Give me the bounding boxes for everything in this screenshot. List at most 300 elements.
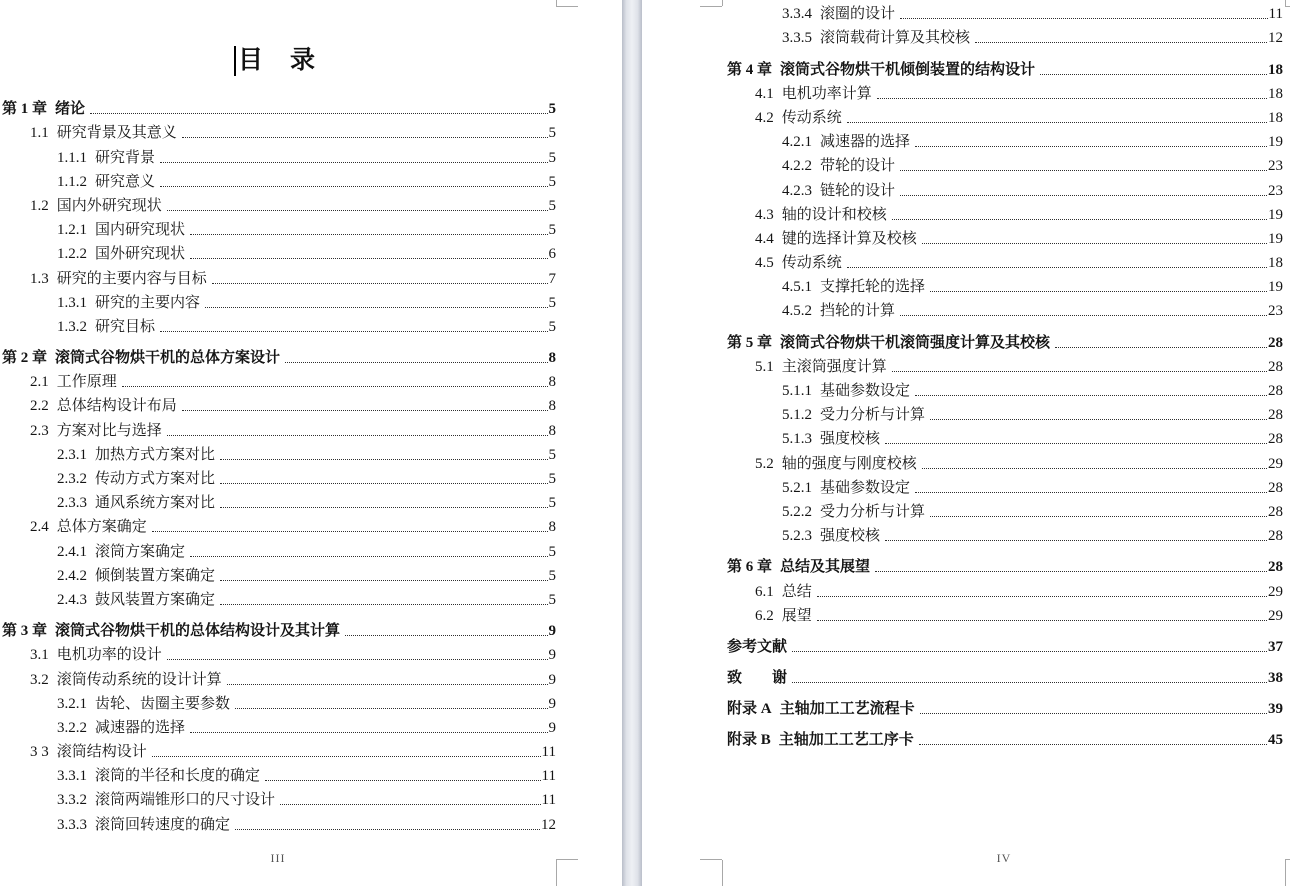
page-gap — [622, 0, 642, 886]
toc-entry[interactable] — [725, 554, 1283, 578]
toc-entry[interactable] — [0, 345, 556, 369]
toc-entry[interactable] — [0, 787, 556, 811]
toc-entry-number: 3.1 — [30, 647, 49, 664]
toc-entry-page: 37 — [1268, 638, 1283, 655]
toc-entry-title: 总结及其展望 — [780, 559, 871, 576]
toc-entry-number: 5.1.1 — [782, 383, 812, 399]
toc-entry-number: 4.4 — [755, 230, 774, 247]
toc-entry-number: 第 5 章 — [727, 334, 773, 351]
toc-entry-number: 附录 A — [727, 701, 772, 718]
toc-entry-title: 滚筒两端锥形口的尺寸设计 — [95, 792, 276, 809]
toc-dot-leader — [190, 258, 547, 259]
toc-dot-leader — [930, 516, 1267, 517]
toc-entry[interactable] — [0, 538, 556, 562]
toc-entry-page: 28 — [1268, 431, 1283, 448]
page-number-footer-right: IV — [996, 851, 1012, 865]
toc-entry[interactable] — [725, 329, 1283, 353]
toc-dot-leader — [892, 219, 1267, 220]
toc-entry-page: 23 — [1268, 303, 1283, 320]
toc-entry-title: 总结 — [781, 583, 812, 600]
toc-entry-title: 通风系统方案对比 — [95, 495, 216, 512]
toc-entry-page: 5 — [548, 149, 556, 166]
toc-entry-page: 9 — [548, 719, 556, 736]
toc-entry[interactable] — [0, 642, 556, 666]
toc-entry-page: 11 — [541, 744, 556, 761]
toc-dot-leader — [220, 459, 547, 460]
toc-dot-leader — [847, 267, 1267, 268]
toc-entry[interactable] — [0, 290, 556, 314]
toc-entry[interactable] — [0, 265, 556, 289]
toc-entry-number: 3.2.1 — [57, 695, 87, 712]
toc-entry-page: 45 — [1268, 732, 1283, 749]
toc-entry-number: 4.2.3 — [782, 182, 812, 199]
toc-entry-title: 滚筒式谷物烘干机的总体方案设计 — [55, 350, 281, 367]
toc-entry-number: 1.3.2 — [57, 318, 87, 335]
toc-entry-number: 1.2.2 — [57, 246, 87, 263]
toc-entry-title: 参考文献 — [727, 638, 788, 655]
toc-entry[interactable] — [725, 450, 1283, 474]
toc-entry-page: 29 — [1268, 583, 1283, 600]
toc-entry-page: 9 — [548, 671, 556, 688]
toc-entry-number: 第 3 章 — [2, 623, 48, 640]
toc-entry-page: 28 — [1268, 528, 1283, 545]
toc-entry-number: 1.1 — [30, 125, 49, 142]
toc-entry-page: 5 — [548, 294, 556, 311]
toc-entry-page: 19 — [1268, 134, 1283, 151]
toc-dot-leader — [190, 234, 547, 235]
toc-entry-title: 减速器的选择 — [95, 719, 186, 736]
toc-entry-title: 齿轮、齿圈主要参数 — [95, 695, 231, 712]
toc-entry-page: 19 — [1268, 279, 1283, 296]
toc-entry-number: 2.4.2 — [57, 567, 87, 584]
toc-entry-number: 2.4.1 — [57, 543, 87, 560]
toc-entry-page: 18 — [1268, 255, 1283, 272]
toc-entry-title: 受力分析与计算 — [820, 503, 926, 520]
toc-entry-page: 18 — [1268, 109, 1283, 126]
toc-entry[interactable] — [0, 393, 556, 417]
toc-entry-number: 1.1.1 — [57, 149, 87, 166]
toc-entry[interactable] — [725, 153, 1283, 177]
toc-entry-title: 主轴加工工艺工序卡 — [778, 732, 914, 749]
toc-dot-leader — [885, 443, 1267, 444]
toc-entry[interactable] — [725, 250, 1283, 274]
toc-entry-title: 研究目标 — [95, 318, 156, 335]
toc-dot-leader — [817, 620, 1267, 621]
toc-entry-title: 滚筒方案确定 — [95, 543, 186, 560]
toc-dot-leader — [892, 371, 1267, 372]
toc-entry-title: 滚筒式谷物烘干机滚筒强度计算及其校核 — [780, 334, 1051, 351]
toc-entry-page: 39 — [1268, 701, 1283, 718]
toc-entry-number: 2.4 — [30, 519, 49, 536]
toc-entry-number: 5.1.2 — [782, 407, 812, 424]
toc-entry[interactable] — [725, 665, 1283, 689]
toc-entry[interactable] — [0, 314, 556, 338]
toc-dot-leader — [235, 829, 540, 830]
toc-entry-number: 5.2.2 — [782, 503, 812, 520]
toc-entry[interactable] — [0, 217, 556, 241]
toc-entry-number: 3.3.1 — [57, 768, 87, 785]
toc-entry-title: 滚筒的半径和长度的确定 — [95, 768, 261, 785]
toc-entry-page: 12 — [541, 816, 556, 833]
toc-list-right — [725, 1, 1283, 751]
toc-entry[interactable] — [0, 514, 556, 538]
toc-entry-number: 3.3.4 — [782, 6, 812, 23]
toc-dot-leader — [920, 713, 1267, 714]
toc-dot-leader — [280, 804, 541, 805]
toc-entry-title: 轴的设计和校核 — [781, 206, 887, 223]
toc-dot-leader — [285, 362, 547, 363]
toc-entry[interactable] — [0, 466, 556, 490]
toc-dot-leader — [900, 18, 1268, 19]
toc-entry-title: 键的选择计算及校核 — [781, 230, 917, 247]
toc-entry-title: 方案对比与选择 — [56, 422, 162, 439]
toc-entry-title: 挡轮的计算 — [820, 303, 896, 320]
toc-entry-number: 3 3 — [30, 744, 49, 761]
toc-entry[interactable] — [725, 298, 1283, 322]
toc-entry-page: 5 — [548, 173, 556, 190]
toc-entry-title: 电机功率的设计 — [56, 647, 162, 664]
toc-entry-page: 8 — [548, 374, 556, 391]
toc-entry-number: 3.2 — [30, 671, 49, 688]
toc-dot-leader — [975, 42, 1267, 43]
toc-entry-number: 2.3 — [30, 422, 49, 439]
toc-entry-page: 5 — [548, 318, 556, 335]
toc-entry-number: 1.2.1 — [57, 222, 87, 239]
toc-entry-title: 滚筒载荷计算及其校核 — [820, 30, 971, 47]
toc-dot-leader — [160, 186, 547, 187]
toc-entry-number: 4.2.1 — [782, 134, 812, 151]
toc-entry[interactable] — [0, 369, 556, 393]
toc-dot-leader — [190, 732, 547, 733]
toc-dot-leader — [235, 708, 547, 709]
toc-dot-leader — [792, 682, 1267, 683]
toc-entry-title: 滚圈的设计 — [820, 6, 896, 23]
toc-entry-title: 支撑托轮的选择 — [820, 279, 926, 296]
toc-entry[interactable] — [0, 715, 556, 739]
toc-entry-page: 19 — [1268, 206, 1283, 223]
toc-entry-number: 5.2.1 — [782, 479, 812, 496]
toc-entry-title: 带轮的设计 — [820, 158, 896, 175]
toc-dot-leader — [915, 492, 1267, 493]
toc-entry-number: 1.2 — [30, 197, 49, 214]
toc-entry-title: 主轴加工工艺流程卡 — [779, 701, 915, 718]
toc-entry-title: 基础参数设定 — [820, 383, 911, 399]
toc-entry-page: 11 — [1268, 6, 1283, 23]
toc-entry-page: 5 — [548, 591, 556, 608]
toc-dot-leader — [817, 596, 1267, 597]
toc-entry-number: 2.3.1 — [57, 446, 87, 463]
toc-entry[interactable] — [725, 56, 1283, 80]
toc-entry[interactable] — [725, 226, 1283, 250]
toc-entry[interactable] — [0, 120, 556, 144]
toc-dot-leader — [167, 435, 548, 436]
toc-entry-page: 28 — [1268, 407, 1283, 424]
toc-entry-title: 研究背景及其意义 — [56, 125, 177, 142]
toc-entry-page: 38 — [1268, 670, 1283, 687]
toc-dot-leader — [220, 580, 547, 581]
toc-entry-number: 2.3.3 — [57, 495, 87, 512]
toc-entry-title: 基础参数设定 — [820, 479, 911, 496]
toc-entry-page: 7 — [548, 270, 556, 287]
toc-entry[interactable] — [725, 177, 1283, 201]
toc-entry[interactable] — [725, 81, 1283, 105]
toc-dot-leader — [875, 571, 1267, 572]
toc-entry[interactable] — [725, 475, 1283, 499]
toc-entry[interactable] — [725, 523, 1283, 547]
toc-entry-title: 总体方案确定 — [56, 519, 147, 536]
toc-entry-title: 传动方式方案对比 — [95, 471, 216, 487]
toc-entry-number: 第 2 章 — [2, 350, 48, 367]
toc-entry-title: 电机功率计算 — [781, 85, 872, 102]
toc-entry-page: 28 — [1268, 383, 1283, 399]
toc-entry-title: 滚筒传动系统的设计计算 — [56, 671, 222, 688]
toc-entry-number: 附录 B — [727, 732, 771, 749]
toc-dot-leader — [919, 744, 1267, 745]
toc-dot-leader — [152, 531, 548, 532]
toc-entry-title: 绪论 — [55, 101, 86, 118]
toc-entry-title: 受力分析与计算 — [820, 407, 926, 424]
toc-entry[interactable] — [725, 499, 1283, 523]
toc-entry-page: 28 — [1268, 503, 1283, 520]
toc-entry[interactable] — [0, 96, 556, 120]
toc-entry-title: 加热方式方案对比 — [95, 446, 216, 463]
toc-entry[interactable] — [0, 763, 556, 787]
toc-entry-number: 5.1 — [755, 358, 774, 375]
toc-entry-title: 致 谢 — [727, 670, 788, 687]
toc-entry-number: 5.2 — [755, 455, 774, 472]
toc-entry-number: 4.2 — [755, 109, 774, 126]
toc-dot-leader — [220, 507, 547, 508]
toc-dot-leader — [152, 756, 541, 757]
toc-entry-title: 总体结构设计布局 — [56, 398, 177, 415]
toc-entry-number: 3.3.3 — [57, 816, 87, 833]
toc-title: 目 录 — [238, 47, 317, 74]
toc-dot-leader — [847, 122, 1267, 123]
text-cursor — [234, 46, 236, 76]
toc-entry-page: 9 — [548, 647, 556, 664]
toc-entry-page: 5 — [548, 101, 556, 118]
toc-entry-number: 5.1.3 — [782, 431, 812, 448]
toc-dot-leader — [265, 780, 541, 781]
toc-entry-page: 8 — [548, 398, 556, 415]
toc-entry[interactable] — [0, 563, 556, 587]
toc-entry-page: 23 — [1268, 158, 1283, 175]
toc-dot-leader — [922, 468, 1267, 469]
toc-entry-title: 研究的主要内容 — [95, 294, 201, 311]
toc-entry-title: 国内外研究现状 — [56, 197, 162, 214]
toc-entry-title: 研究的主要内容与目标 — [56, 270, 207, 287]
toc-entry-page: 8 — [548, 422, 556, 439]
toc-entry[interactable] — [0, 490, 556, 514]
toc-dot-leader — [930, 419, 1267, 420]
toc-entry-title: 国外研究现状 — [95, 246, 186, 263]
toc-entry[interactable] — [725, 274, 1283, 298]
toc-dot-leader — [345, 635, 547, 636]
toc-entry-page: 28 — [1268, 479, 1283, 496]
toc-entry-page: 29 — [1268, 455, 1283, 472]
toc-entry-title: 强度校核 — [820, 431, 881, 448]
toc-entry[interactable] — [725, 105, 1283, 129]
toc-entry[interactable] — [0, 193, 556, 217]
toc-dot-leader — [205, 307, 547, 308]
toc-entry[interactable] — [0, 618, 556, 642]
toc-dot-leader — [900, 170, 1267, 171]
toc-entry-page: 5 — [548, 495, 556, 512]
toc-entry-page: 5 — [548, 222, 556, 239]
toc-entry-page: 9 — [548, 623, 556, 640]
toc-dot-leader — [900, 315, 1267, 316]
toc-dot-leader — [182, 410, 548, 411]
toc-entry-number: 2.4.3 — [57, 591, 87, 608]
toc-entry[interactable] — [0, 587, 556, 611]
toc-entry[interactable] — [725, 25, 1283, 49]
toc-entry-title: 鼓风装置方案确定 — [95, 591, 216, 608]
toc-entry-number: 4.5.1 — [782, 279, 812, 296]
toc-dot-leader — [915, 395, 1267, 396]
toc-entry[interactable] — [0, 666, 556, 690]
toc-dot-leader — [122, 386, 548, 387]
toc-entry-number: 1.1.2 — [57, 173, 87, 190]
toc-dot-leader — [220, 483, 547, 484]
toc-entry-number: 第 1 章 — [2, 101, 48, 118]
toc-entry-title: 主滚筒强度计算 — [781, 358, 887, 375]
toc-entry[interactable] — [0, 442, 556, 466]
toc-entry[interactable] — [725, 129, 1283, 153]
toc-entry-title: 滚筒结构设计 — [56, 744, 147, 761]
toc-entry-page: 29 — [1268, 607, 1283, 624]
toc-dot-leader — [182, 137, 548, 138]
toc-dot-leader — [160, 331, 547, 332]
toc-entry-number: 4.2.2 — [782, 158, 812, 175]
toc-entry-number: 4.1 — [755, 85, 774, 102]
toc-entry-number: 4.5 — [755, 255, 774, 272]
toc-entry[interactable] — [725, 634, 1283, 658]
page-number-footer-left: III — [270, 851, 286, 865]
toc-list-left — [0, 89, 556, 836]
toc-entry-title: 减速器的选择 — [820, 134, 911, 151]
toc-entry-title: 研究意义 — [95, 173, 156, 190]
toc-entry-number: 2.1 — [30, 374, 49, 391]
toc-entry-page: 11 — [541, 792, 556, 809]
toc-entry-page: 28 — [1268, 559, 1283, 576]
toc-entry-number: 4.3 — [755, 206, 774, 223]
toc-dot-leader — [877, 98, 1267, 99]
toc-entry-title: 强度校核 — [820, 528, 881, 545]
toc-dot-leader — [922, 243, 1267, 244]
toc-entry[interactable] — [725, 354, 1283, 378]
toc-entry[interactable] — [0, 811, 556, 835]
toc-dot-leader — [167, 210, 548, 211]
toc-entry-page: 18 — [1268, 61, 1283, 78]
toc-entry[interactable] — [725, 426, 1283, 450]
toc-entry-title: 国内研究现状 — [95, 222, 186, 239]
toc-entry-title: 滚筒式谷物烘干机的总体结构设计及其计算 — [55, 623, 341, 640]
toc-entry-number: 1.3.1 — [57, 294, 87, 311]
toc-entry-title: 滚筒式谷物烘干机倾倒装置的结构设计 — [780, 61, 1036, 78]
toc-entry[interactable] — [725, 603, 1283, 627]
toc-entry-page: 9 — [548, 695, 556, 712]
toc-entry-number: 2.3.2 — [57, 471, 87, 487]
toc-entry-page: 6 — [548, 246, 556, 263]
toc-dot-leader — [1055, 347, 1267, 348]
toc-dot-leader — [160, 162, 547, 163]
toc-entry-page: 8 — [548, 519, 556, 536]
toc-dot-leader — [212, 283, 548, 284]
toc-entry[interactable] — [0, 169, 556, 193]
toc-entry-page: 11 — [541, 768, 556, 785]
toc-dot-leader — [885, 540, 1267, 541]
toc-entry-title: 轴的强度与刚度校核 — [781, 455, 917, 472]
toc-entry[interactable] — [0, 739, 556, 763]
toc-entry-page: 12 — [1268, 30, 1283, 47]
toc-entry[interactable] — [725, 378, 1283, 402]
toc-entry-page: 5 — [548, 567, 556, 584]
toc-dot-leader — [227, 684, 548, 685]
toc-entry-page: 19 — [1268, 230, 1283, 247]
toc-entry[interactable] — [725, 402, 1283, 426]
toc-dot-leader — [190, 556, 547, 557]
toc-entry-number: 2.2 — [30, 398, 49, 415]
toc-entry-page: 5 — [548, 125, 556, 142]
toc-entry[interactable] — [725, 1, 1283, 25]
toc-entry-title: 研究背景 — [95, 149, 156, 166]
toc-entry-number: 3.2.2 — [57, 719, 87, 736]
toc-entry-page: 28 — [1268, 358, 1283, 375]
toc-entry-page: 18 — [1268, 85, 1283, 102]
toc-entry-page: 8 — [548, 350, 556, 367]
toc-entry-title: 传动系统 — [781, 255, 842, 272]
toc-entry-number: 4.5.2 — [782, 303, 812, 320]
toc-dot-leader — [930, 291, 1267, 292]
toc-entry[interactable] — [725, 696, 1283, 720]
toc-dot-leader — [900, 195, 1267, 196]
toc-dot-leader — [167, 659, 548, 660]
toc-entry-title: 倾倒装置方案确定 — [95, 567, 216, 584]
toc-dot-leader — [915, 146, 1267, 147]
toc-entry[interactable] — [0, 691, 556, 715]
toc-entry-title: 传动系统 — [781, 109, 842, 126]
toc-entry-number: 第 6 章 — [727, 559, 773, 576]
toc-entry-page: 5 — [548, 197, 556, 214]
toc-entry-number: 5.2.3 — [782, 528, 812, 545]
toc-entry-number: 3.3.5 — [782, 30, 812, 47]
toc-entry[interactable] — [725, 727, 1283, 751]
toc-entry[interactable] — [0, 144, 556, 168]
toc-dot-leader — [1040, 74, 1267, 75]
toc-entry-number: 3.3.2 — [57, 792, 87, 809]
toc-entry-number: 1.3 — [30, 270, 49, 287]
toc-dot-leader — [90, 113, 547, 114]
toc-entry[interactable] — [725, 202, 1283, 226]
toc-entry-page: 23 — [1268, 182, 1283, 199]
toc-entry[interactable] — [725, 578, 1283, 602]
toc-entry-title: 展望 — [781, 607, 812, 624]
toc-entry-number: 6.1 — [755, 583, 774, 600]
toc-entry-number: 第 4 章 — [727, 61, 773, 78]
toc-entry-title: 链轮的设计 — [820, 182, 896, 199]
toc-title-block[interactable] — [234, 46, 316, 76]
toc-entry-number: 6.2 — [755, 607, 774, 624]
toc-entry-page: 5 — [548, 471, 556, 487]
toc-entry-title: 滚筒回转速度的确定 — [95, 816, 231, 833]
toc-entry-title: 工作原理 — [56, 374, 117, 391]
toc-entry-page: 5 — [548, 543, 556, 560]
toc-entry[interactable] — [0, 417, 556, 441]
toc-dot-leader — [220, 604, 547, 605]
toc-entry[interactable] — [0, 241, 556, 265]
toc-entry-page: 28 — [1268, 334, 1283, 351]
toc-entry-page: 5 — [548, 446, 556, 463]
